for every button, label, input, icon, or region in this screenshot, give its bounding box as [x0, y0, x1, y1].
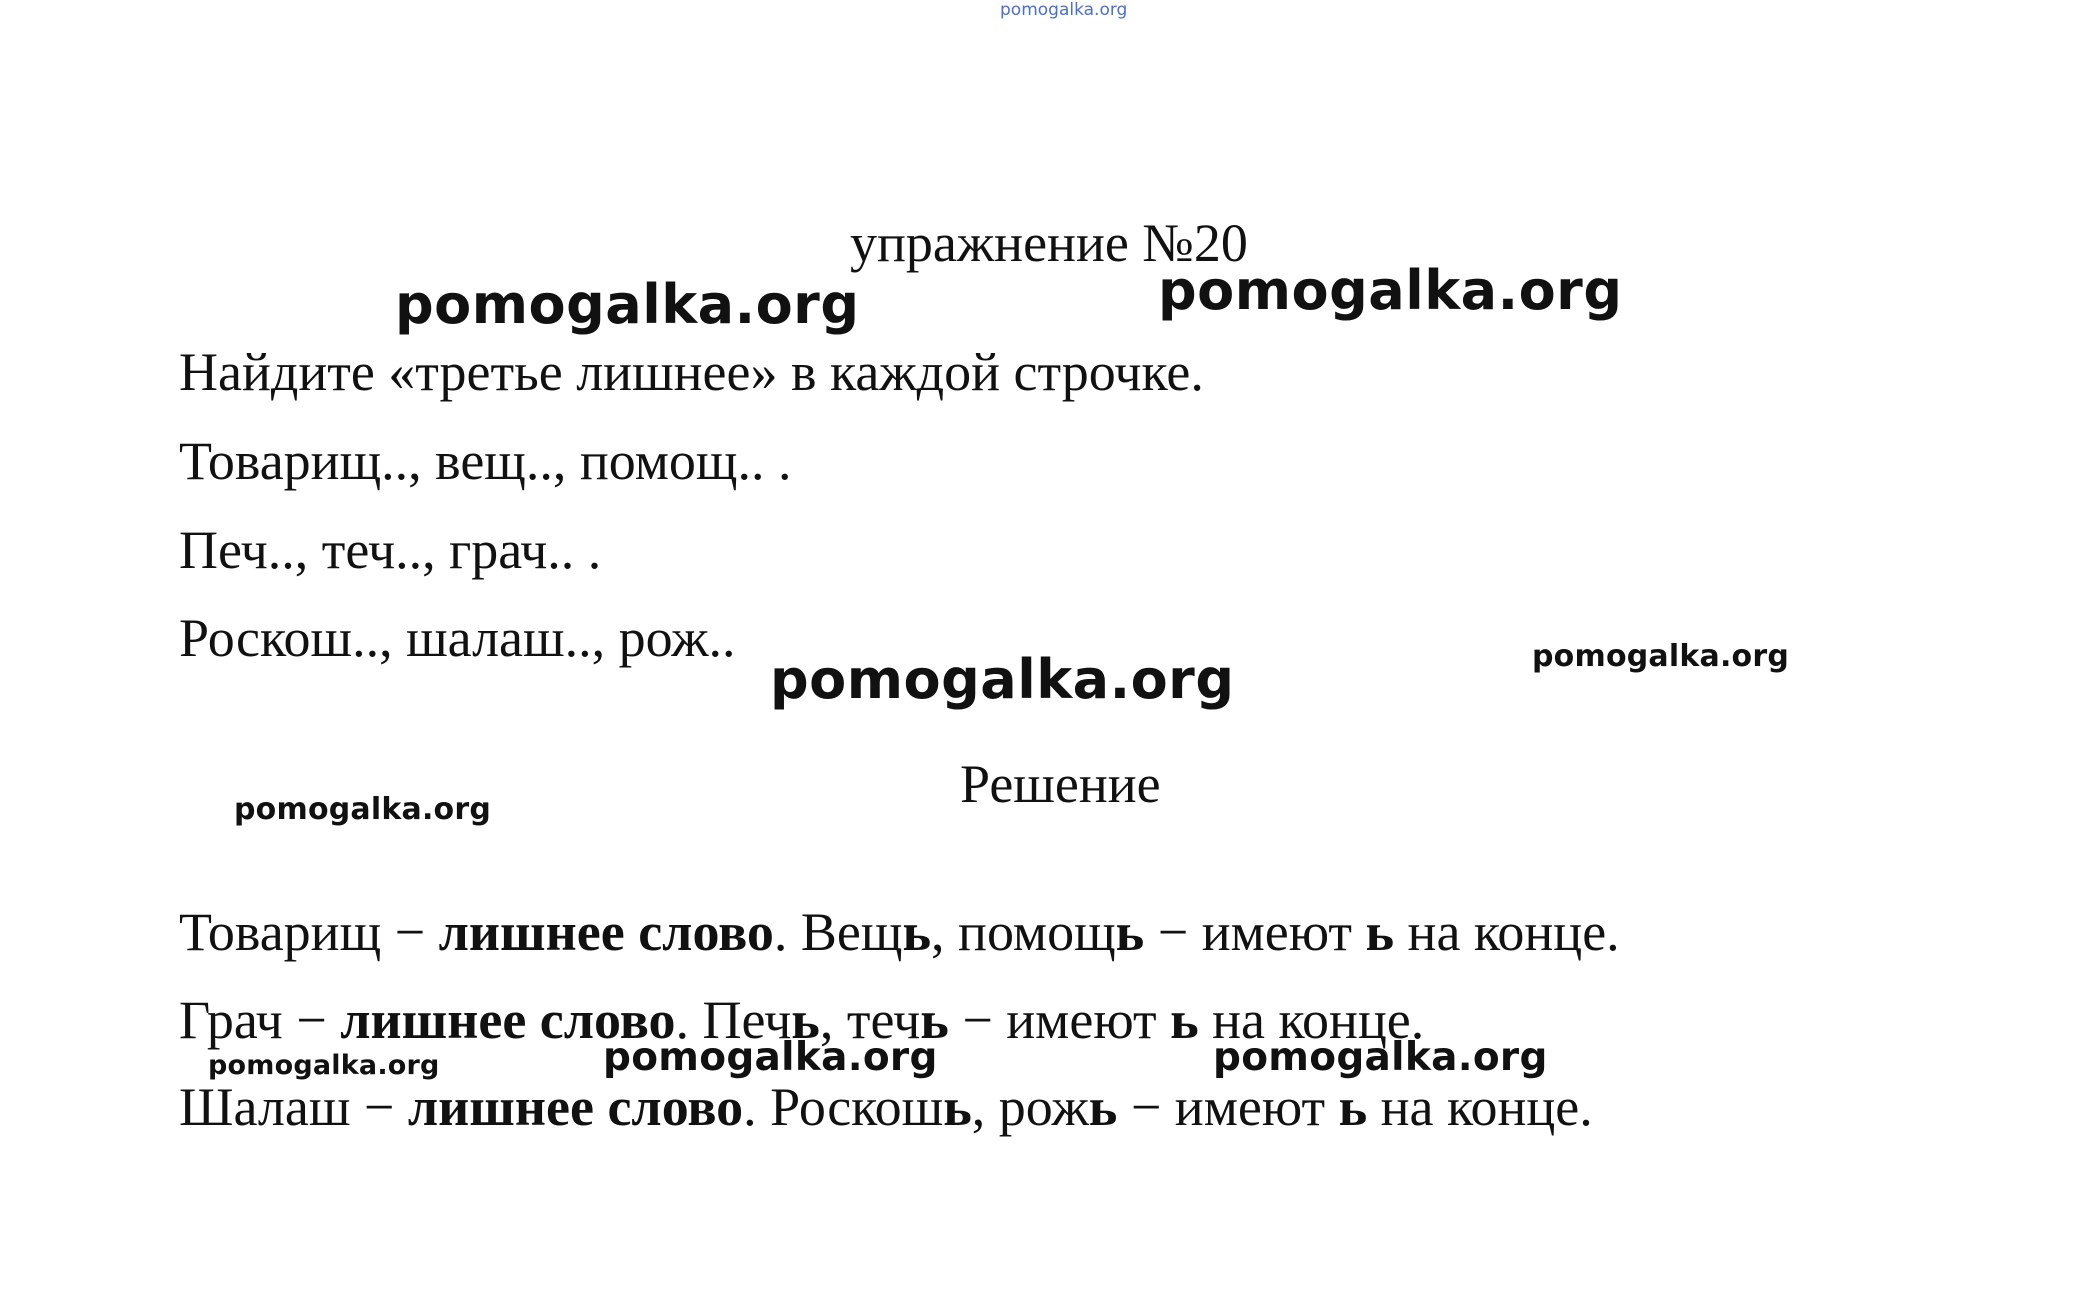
tail: на конце. — [1198, 990, 1425, 1050]
watermark-1: pomogalka.org — [395, 273, 860, 336]
dash: − — [948, 990, 1007, 1050]
separator: . — [675, 990, 703, 1050]
soft-sign: ь — [902, 902, 932, 962]
word-stem: теч — [846, 990, 921, 1050]
soft-sign: ь — [1115, 902, 1145, 962]
extra-label: лишнее слово — [407, 1077, 744, 1137]
extra-label: лишнее слово — [438, 902, 774, 962]
word-stem: рож — [998, 1077, 1089, 1137]
comma: , — [971, 1077, 999, 1137]
extra-label: лишнее слово — [340, 990, 676, 1050]
top-watermark-link[interactable]: pomogalka.org — [1000, 0, 1128, 20]
watermark-5: pomogalka.org — [234, 792, 492, 827]
separator: . — [743, 1077, 771, 1137]
answer-word: Товарищ — [179, 902, 382, 962]
dash: − — [350, 1077, 408, 1137]
word-stem: Роскош — [770, 1077, 944, 1137]
comma: , — [931, 902, 959, 962]
task-row-3: Роскош.., шалаш.., рож.. — [179, 608, 736, 668]
verb: имеют — [1201, 902, 1366, 962]
task-row-2: Печ.., теч.., грач.. . — [179, 520, 602, 580]
soft-sign: ь — [943, 1077, 972, 1137]
dash: − — [1144, 902, 1202, 962]
comma: , — [819, 990, 847, 1050]
soft-sign: ь — [1088, 1077, 1118, 1137]
word-stem: Печ — [702, 990, 792, 1050]
verb: имеют — [1006, 990, 1171, 1050]
task-row-1: Товарищ.., вещ.., помощ.. . — [179, 431, 792, 491]
watermark-3: pomogalka.org — [770, 648, 1235, 711]
soft-sign: ь — [791, 990, 820, 1050]
watermark-2: pomogalka.org — [1158, 259, 1623, 322]
answer-word: Шалаш — [179, 1077, 351, 1137]
verb: имеют — [1174, 1077, 1339, 1137]
answer-row-1 — [179, 902, 1620, 962]
tail: на конце. — [1367, 1077, 1593, 1137]
separator: . — [773, 902, 801, 962]
answer-row-3 — [179, 1077, 1593, 1137]
watermark-4: pomogalka.org — [1532, 639, 1790, 674]
watermark-6: pomogalka.org — [208, 1050, 440, 1081]
watermark-7: pomogalka.org — [603, 1035, 938, 1080]
soft-sign: ь — [1170, 990, 1199, 1050]
answer-word: Грач — [179, 990, 283, 1050]
soft-sign: ь — [920, 990, 949, 1050]
word-stem: помощ — [958, 902, 1116, 962]
dash: − — [1117, 1077, 1175, 1137]
tail: на конце. — [1394, 902, 1620, 962]
solution-heading: Решение — [960, 754, 1161, 814]
task-text: Найдите «третье лишнее» в каждой строчке. — [179, 342, 1204, 402]
dash: − — [381, 902, 439, 962]
word-stem: Вещ — [800, 902, 903, 962]
watermark-8: pomogalka.org — [1213, 1035, 1548, 1080]
soft-sign: ь — [1365, 902, 1395, 962]
dash: − — [282, 990, 341, 1050]
exercise-title: упражнение №20 — [850, 213, 1248, 273]
soft-sign: ь — [1338, 1077, 1368, 1137]
